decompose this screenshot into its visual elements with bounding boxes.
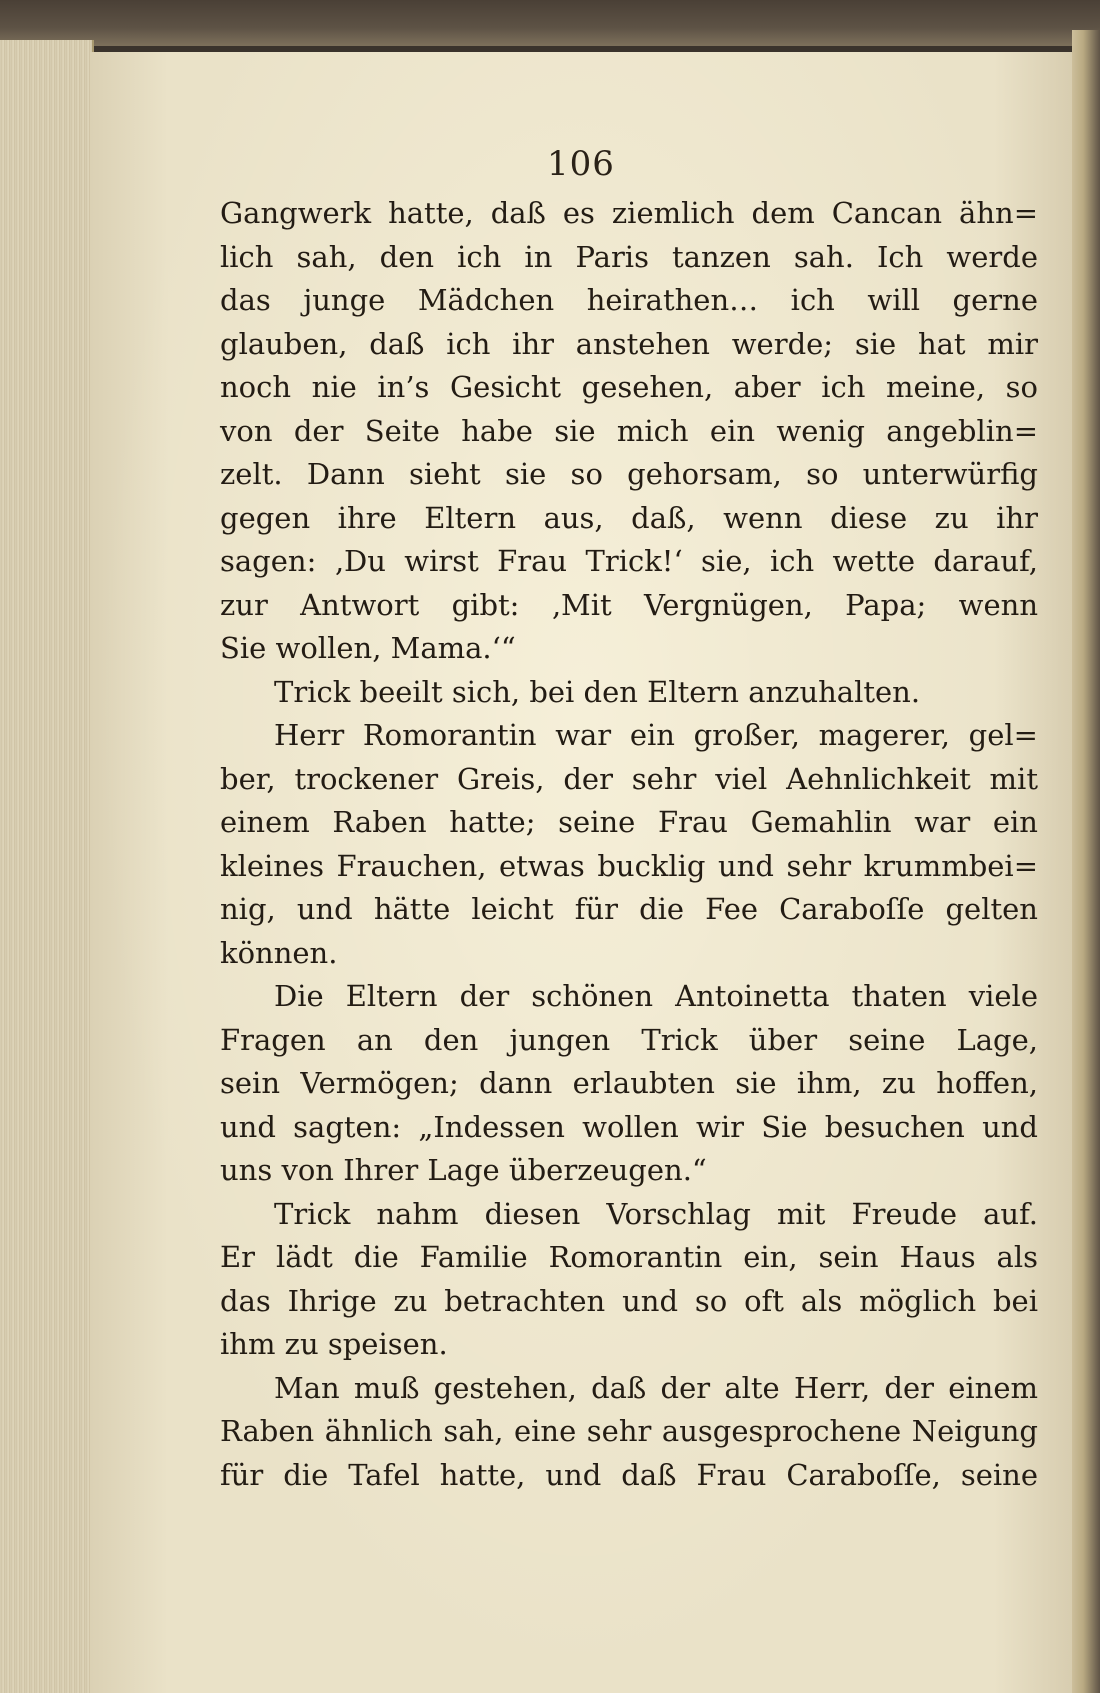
- page-text: [220, 192, 1038, 1497]
- text-line: für die Tafel hatte, und daß Frau Caraboſſe, seine: [220, 1457, 1038, 1492]
- page-number: 106: [547, 144, 615, 184]
- text-line: und sagten: „Indessen wollen wir Sie besuchen und: [220, 1109, 1038, 1144]
- text-line: uns von Ihrer Lage überzeugen.“: [220, 1153, 707, 1187]
- text-line: Die Eltern der schönen Antoinetta thaten viele: [274, 979, 1038, 1013]
- text-line: Man muß gestehen, daß der alte Herr, der einem: [274, 1370, 1038, 1405]
- text-line: einem Raben hatte; seine Frau Gemahlin war ein: [220, 805, 1038, 839]
- text-line: kleines Frauchen, etwas bucklig und sehr krummbei=: [220, 848, 1038, 883]
- text-line: Er lädt die Familie Romorantin ein, sein Haus als: [220, 1240, 1038, 1274]
- text-line: sein Vermögen; dann erlaubten sie ihm, zu hoffen,: [220, 1066, 1038, 1100]
- text-line: Fragen an den jungen Trick über seine Lage,: [220, 1022, 1038, 1057]
- text-line: das Ihrige zu betrachten und so oft als möglich bei: [220, 1283, 1038, 1318]
- book-top-edge: [0, 0, 1100, 46]
- book-right-edge: [1072, 30, 1100, 1693]
- text-line: lich sah, den ich in Paris tanzen sah. Ich werde: [220, 239, 1038, 274]
- text-line: ber, trockener Greis, der sehr viel Aehnlichkeit mit: [220, 761, 1038, 796]
- text-line: das junge Mädchen heirathen… ich will gerne: [220, 283, 1038, 317]
- text-line: Herr Romorantin war ein großer, magerer, gel=: [274, 718, 1038, 752]
- text-line: glauben, daß ich ihr anstehen werde; sie hat mir: [220, 326, 1038, 361]
- text-line: Raben ähnlich sah, eine sehr ausgesprochene Neigung: [220, 1414, 1038, 1448]
- text-line: von der Seite habe sie mich ein wenig angeblin=: [220, 413, 1038, 448]
- text-line: Sie wollen, Mama.‘“: [220, 631, 516, 665]
- text-line: ihm zu speisen.: [220, 1327, 448, 1361]
- text-line: nig, und hätte leicht für die Fee Caraboſſe gelten: [220, 892, 1038, 926]
- text-line: zelt. Dann sieht sie so gehorsam, so unterwürfig: [220, 457, 1038, 491]
- book-page: [90, 52, 1072, 1693]
- text-line: sagen: ‚Du wirst Frau Trick!‘ sie, ich wette darauf,: [220, 544, 1038, 578]
- text-line: können.: [220, 935, 338, 970]
- text-line: Gangwerk hatte, daß es ziemlich dem Cancan ähn=: [220, 196, 1038, 230]
- text-line: noch nie in’s Gesicht gesehen, aber ich meine, so: [220, 370, 1038, 404]
- text-line: Trick nahm diesen Vorschlag mit Freude auf.: [274, 1196, 1038, 1231]
- text-line: zur Antwort gibt: ‚Mit Vergnügen, Papa; wenn: [220, 587, 1038, 622]
- text-line: Trick beeilt sich, bei den Eltern anzuhalten.: [274, 674, 921, 709]
- text-line: gegen ihre Eltern aus, daß, wenn diese zu ihr: [220, 500, 1038, 535]
- page-stack-edge: [0, 40, 94, 1693]
